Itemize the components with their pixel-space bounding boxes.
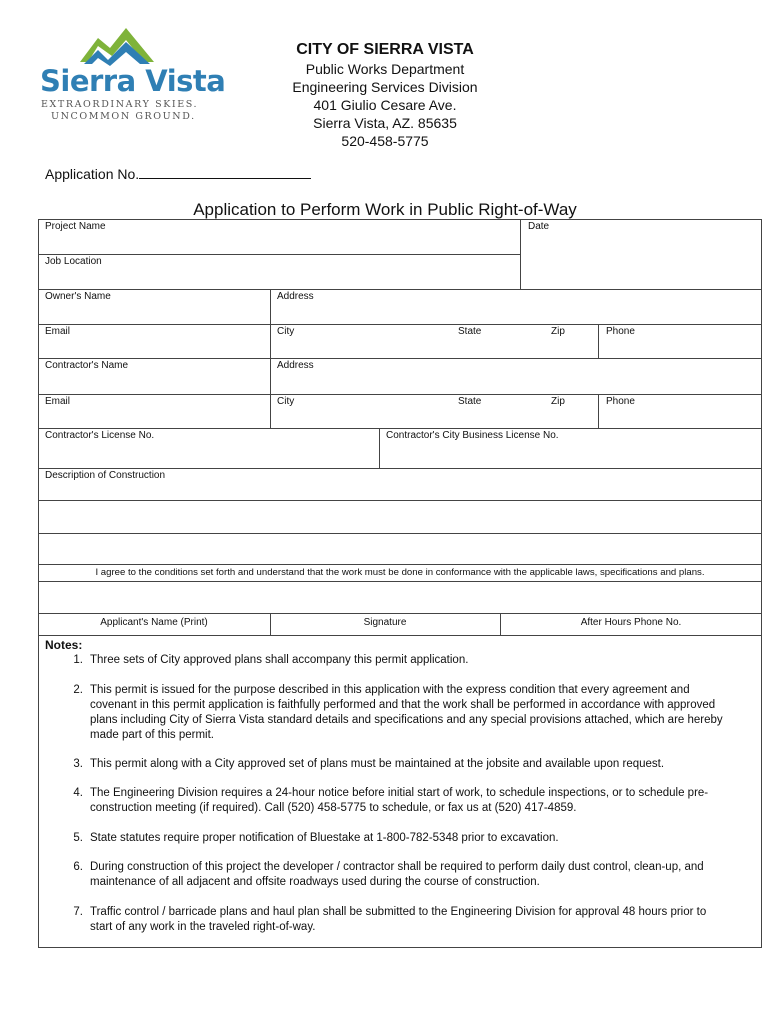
contractor-address-field[interactable]: Address (277, 360, 314, 371)
city-state-zip: Sierra Vista, AZ. 85635 (313, 115, 457, 131)
contractor-zip-field[interactable]: Zip (551, 396, 565, 407)
department: Public Works Department (305, 61, 465, 77)
application-number-label: Application No. (45, 166, 140, 182)
form-title: Application to Perform Work in Public Right-of-Way (193, 200, 577, 219)
contractor-city-field[interactable]: City (277, 396, 295, 407)
project-name-field[interactable]: Project Name (45, 221, 106, 232)
application-number-field[interactable] (139, 164, 311, 179)
owner-state-field[interactable]: State (458, 326, 482, 337)
agreement-text: I agree to the conditions set forth and understand that the work must be done in conformance with the applicable laws, specifications and plans. (95, 567, 705, 578)
logo-tagline: EXTRAORDINARY SKIES. UNCOMMON GROUND. (41, 99, 199, 122)
application-number (45, 164, 311, 182)
date-field[interactable]: Date (528, 221, 550, 232)
owner-address-field[interactable]: Address (277, 291, 314, 302)
owner-city-field[interactable]: City (277, 326, 295, 337)
signature-field[interactable]: Signature (363, 617, 407, 628)
owners-name-field[interactable]: Owner's Name (45, 291, 111, 302)
after-hours-phone-field[interactable]: After Hours Phone No. (580, 617, 682, 628)
contractors-name-field[interactable]: Contractor's Name (45, 360, 129, 371)
description-field[interactable]: Description of Construction (45, 470, 166, 481)
notes-heading: Notes: (45, 638, 83, 652)
applicant-name-field[interactable]: Applicant's Name (Print) (100, 617, 208, 628)
job-location-field[interactable]: Job Location (45, 256, 102, 267)
phone-number: 520-458-5775 (341, 133, 429, 149)
logo-wordmark: Sierra Vista (40, 64, 226, 98)
owner-zip-field[interactable]: Zip (551, 326, 565, 337)
street-address: 401 Giulio Cesare Ave. (313, 97, 457, 113)
city-title: CITY OF SIERRA VISTA (296, 41, 474, 58)
contractor-phone-field[interactable]: Phone (606, 396, 635, 407)
letterhead (230, 40, 540, 150)
contractor-state-field[interactable]: State (458, 396, 482, 407)
contractor-business-license-field[interactable]: Contractor's City Business License No. (386, 430, 559, 441)
owner-phone-field[interactable]: Phone (606, 326, 635, 337)
owner-email-field[interactable]: Email (45, 326, 71, 337)
contractor-email-field[interactable]: Email (45, 396, 71, 407)
division: Engineering Services Division (292, 79, 478, 95)
contractor-license-field[interactable]: Contractor's License No. (45, 430, 155, 441)
